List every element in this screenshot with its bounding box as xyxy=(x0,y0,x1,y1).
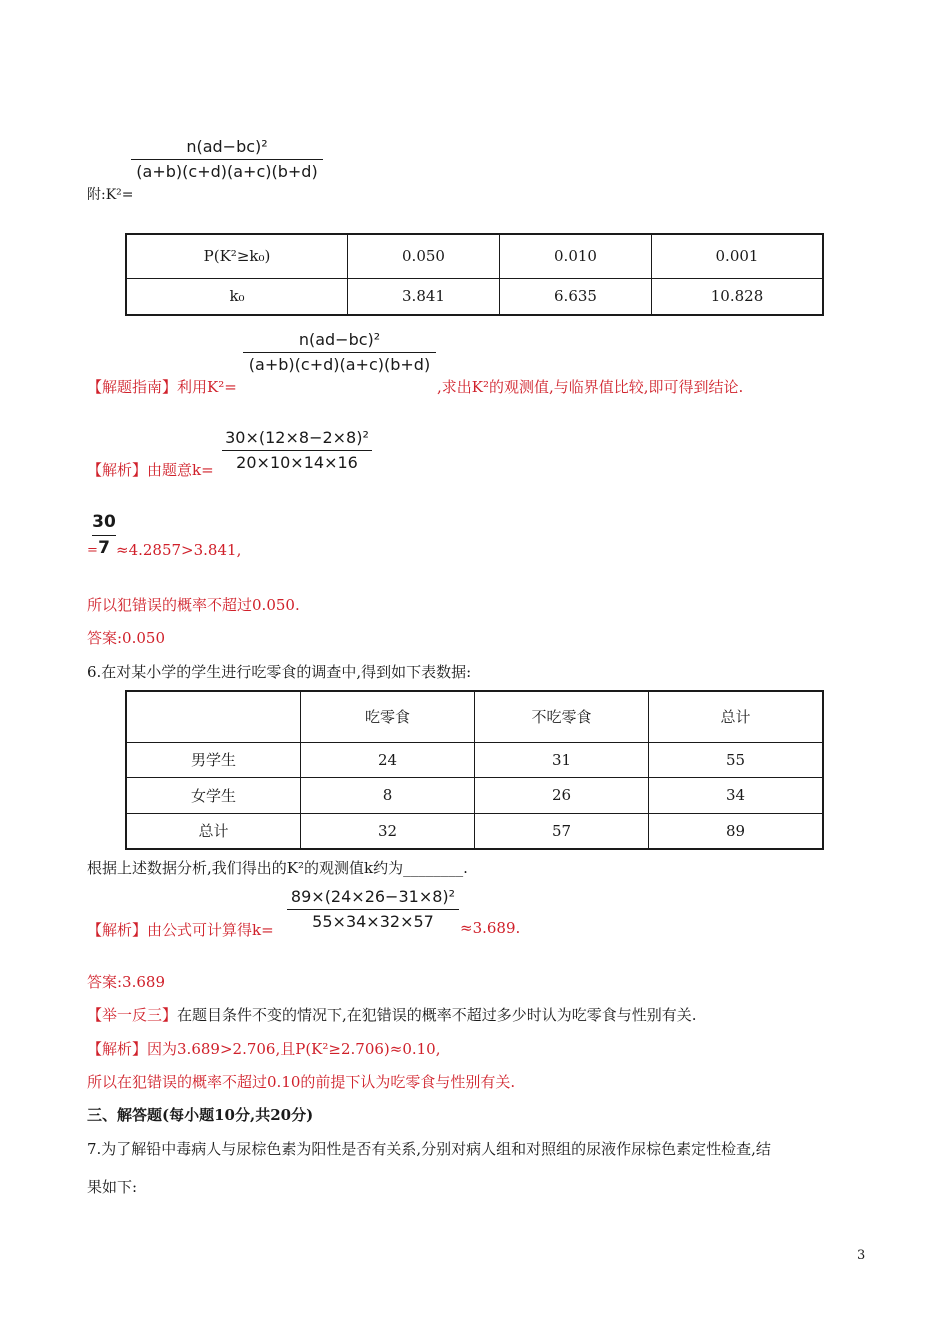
analysis3-text: 因为3.689>2.706,且P(K²≥2.706)≈0.10, xyxy=(147,1040,441,1058)
analysis2-line xyxy=(87,919,274,940)
table-cell: 不吃零食 xyxy=(475,691,649,742)
table-cell: 0.010 xyxy=(500,234,652,278)
analysis1-denominator: 20×10×14×16 xyxy=(236,453,358,472)
extend-tag: 【举一反三】 xyxy=(87,1006,178,1024)
conclusion3: 所以在犯错误的概率不超过0.10的前提下认为吃零食与性别有关. xyxy=(87,1073,516,1091)
table-cell: 3.841 xyxy=(348,278,500,315)
guide-fraction xyxy=(243,330,436,374)
result1-denominator: 7 xyxy=(98,538,110,558)
table-cell: 总计 xyxy=(126,813,301,849)
table-cell: 女学生 xyxy=(126,777,301,813)
guide-tag: 【解题指南】 xyxy=(87,378,178,396)
guide-pre: 利用K²= xyxy=(177,378,237,396)
analysis1-fraction xyxy=(222,428,372,472)
question-7-line2: 果如下: xyxy=(87,1178,138,1196)
analysis2-numerator: 89×(24×26−31×8)² xyxy=(290,887,456,906)
answer2: 答案:3.689 xyxy=(87,973,165,991)
table-cell: 10.828 xyxy=(652,278,824,315)
conclusion1: 所以犯错误的概率不超过0.050. xyxy=(87,596,300,614)
snack-survey-table xyxy=(125,690,824,850)
answer1: 答案:0.050 xyxy=(87,629,165,647)
result1-pre: = xyxy=(87,543,98,558)
page-number: 3 xyxy=(857,1248,866,1263)
table-cell: 89 xyxy=(649,813,824,849)
table-cell: 吃零食 xyxy=(301,691,475,742)
analysis1-pre: 由题意k= xyxy=(147,461,214,479)
table-cell: 31 xyxy=(475,742,649,777)
table-cell: 男学生 xyxy=(126,742,301,777)
question-6-ask: 根据上述数据分析,我们得出的K²的观测值k约为________. xyxy=(87,859,468,877)
extend-text: 在题目条件不变的情况下,在犯错误的概率不超过多少时认为吃零食与性别有关. xyxy=(177,1006,697,1024)
table-cell: 57 xyxy=(475,813,649,849)
analysis2-post: ≈3.689. xyxy=(460,919,521,937)
table-cell: 0.050 xyxy=(348,234,500,278)
table-cell: 32 xyxy=(301,813,475,849)
guide-denominator: (a+b)(c+d)(a+c)(b+d) xyxy=(248,355,431,374)
table-cell: 8 xyxy=(301,777,475,813)
formula-numerator: n(ad−bc)² xyxy=(186,137,268,156)
formula-prefix: 附:K²= xyxy=(87,187,134,203)
table-cell: 26 xyxy=(475,777,649,813)
guide-line xyxy=(87,376,237,397)
analysis3-tag: 【解析】 xyxy=(87,1040,148,1058)
table-cell: 55 xyxy=(649,742,824,777)
result1-numerator: 30 xyxy=(92,512,116,532)
table-cell: 24 xyxy=(301,742,475,777)
analysis3-line xyxy=(87,1038,441,1059)
guide-numerator: n(ad−bc)² xyxy=(298,330,381,349)
analysis2-fraction xyxy=(287,887,459,931)
guide-post: ,求出K²的观测值,与临界值比较,即可得到结论. xyxy=(437,378,744,396)
question-6: 6.在对某小学的学生进行吃零食的调查中,得到如下表数据: xyxy=(87,663,472,681)
table-cell: k₀ xyxy=(126,278,348,315)
analysis2-denominator: 55×34×32×57 xyxy=(312,912,434,931)
analysis1-numerator: 30×(12×8−2×8)² xyxy=(225,428,369,447)
critical-value-table xyxy=(125,233,824,316)
analysis1-line xyxy=(87,459,214,480)
question-7-line1: 7.为了解铅中毒病人与尿棕色素为阳性是否有关系,分别对病人组和对照组的尿液作尿棕色素定性检查,结 xyxy=(87,1140,771,1158)
table-cell: 总计 xyxy=(649,691,824,742)
result1-post: ≈4.2857>3.841, xyxy=(116,541,242,559)
table-cell: 0.001 xyxy=(652,234,824,278)
analysis2-pre: 由公式可计算得k= xyxy=(147,921,274,939)
extend-line xyxy=(87,1004,697,1025)
table-cell: P(K²≥k₀) xyxy=(126,234,348,278)
table-cell: 6.635 xyxy=(500,278,652,315)
formula-fraction xyxy=(131,137,323,181)
table-cell xyxy=(126,691,301,742)
analysis2-tag: 【解析】 xyxy=(87,921,148,939)
table-cell: 34 xyxy=(649,777,824,813)
analysis1-tag: 【解析】 xyxy=(87,461,148,479)
formula-denominator: (a+b)(c+d)(a+c)(b+d) xyxy=(136,162,318,181)
section-3-heading: 三、解答题(每小题10分,共20分) xyxy=(87,1106,314,1124)
